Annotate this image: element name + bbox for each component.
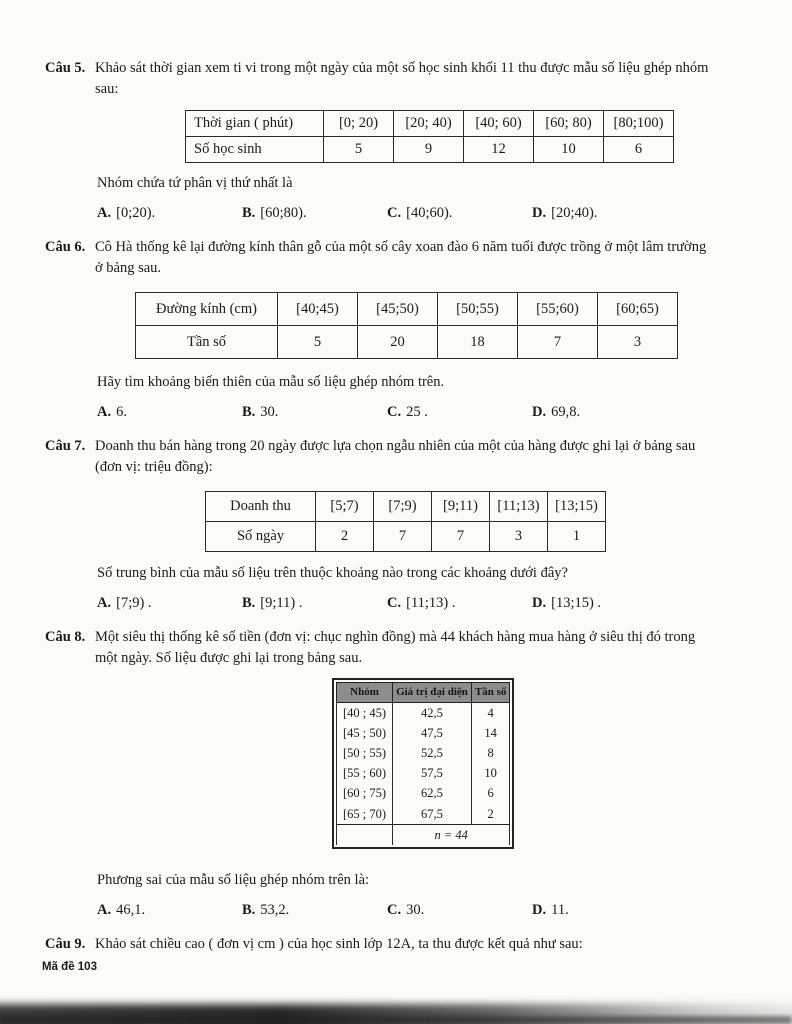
table-cell: 42,5	[393, 702, 472, 723]
table-header-cell: Giá trị đại diện	[393, 683, 472, 703]
table-cell: [65 ; 70)	[337, 804, 393, 825]
table-cell: 52,5	[393, 743, 472, 763]
table-cell: [45 ; 50)	[337, 723, 393, 743]
table-cell: 3	[490, 522, 548, 552]
question-prompt: Hãy tìm khoảng biến thiên của mẫu số liệu ghép nhóm trên.	[97, 374, 445, 391]
table-row	[136, 293, 678, 326]
option-text: 69,8.	[551, 404, 581, 421]
table-cell: [50 ; 55)	[337, 743, 393, 763]
option-letter: C.	[387, 901, 402, 918]
option-a	[97, 203, 242, 224]
table-row	[337, 763, 510, 783]
table-cell: 12	[464, 137, 534, 163]
option-text: [20;40).	[551, 205, 598, 222]
option-b	[242, 203, 387, 224]
option-text: [11;13) .	[406, 595, 456, 612]
scan-edge-shadow-line	[0, 1016, 792, 1024]
answer-options	[97, 402, 712, 423]
option-text: 30.	[260, 404, 279, 421]
table-cell: 57,5	[393, 763, 472, 783]
table-cell: [0; 20)	[324, 111, 394, 137]
table-cell: 10	[534, 137, 604, 163]
table-cell: Doanh thu	[206, 492, 316, 522]
question-5-head	[45, 58, 712, 100]
answer-options	[97, 593, 712, 614]
question-text: Khảo sát chiều cao ( đơn vị cm ) của học sinh lớp 12A, ta thu được kết quả như sau:	[95, 935, 583, 952]
table-cell: [55 ; 60)	[337, 763, 393, 783]
option-text: [9;11) .	[260, 595, 303, 612]
table-cell: 1	[548, 522, 606, 552]
question-8	[45, 627, 712, 921]
table-cell: 67,5	[393, 804, 472, 825]
q5-frequency-table	[185, 110, 674, 163]
question-number: Câu 8.	[45, 629, 86, 646]
table-cell: 47,5	[393, 723, 472, 743]
table-cell: [5;7)	[316, 492, 374, 522]
option-d	[532, 402, 580, 423]
table-cell: [60;65)	[598, 293, 678, 326]
question-number: Câu 6.	[45, 239, 86, 256]
option-letter: B.	[242, 404, 256, 421]
table-row	[186, 137, 674, 163]
table-cell: 7	[374, 522, 432, 552]
table-cell: Đường kính (cm)	[136, 293, 278, 326]
table-cell: [40; 60)	[464, 111, 534, 137]
option-letter: A.	[97, 205, 112, 222]
table-row	[337, 804, 510, 825]
option-b	[242, 593, 387, 614]
option-letter: A.	[97, 901, 112, 918]
q8-table-frame	[332, 678, 514, 849]
table-cell: 9	[394, 137, 464, 163]
table-cell: 5	[324, 137, 394, 163]
option-letter: C.	[387, 404, 402, 421]
option-letter: A.	[97, 404, 112, 421]
table-cell: [40;45)	[278, 293, 358, 326]
table-cell: Tần số	[136, 326, 278, 359]
option-letter: B.	[242, 901, 256, 918]
table-cell: 3	[598, 326, 678, 359]
table-cell: [9;11)	[432, 492, 490, 522]
table-cell: 8	[471, 743, 510, 763]
option-b	[242, 900, 387, 921]
option-letter: A.	[97, 595, 112, 612]
table-cell: [55;60)	[518, 293, 598, 326]
table-cell: 4	[471, 702, 510, 723]
question-6	[45, 237, 712, 423]
table-header-cell: Nhóm	[337, 683, 393, 703]
table-cell: [7;9)	[374, 492, 432, 522]
option-d	[532, 593, 601, 614]
table-cell	[337, 824, 393, 845]
question-number: Câu 9.	[45, 935, 86, 952]
option-letter: C.	[387, 595, 402, 612]
question-text: Doanh thu bán hàng trong 20 ngày được lựa chọn ngẫu nhiên của một của hàng được ghi lại ở bảng sau (đơn vị: triệu đồng):	[95, 438, 696, 476]
option-d	[532, 203, 597, 224]
table-header-row	[337, 683, 510, 703]
option-text: 11.	[551, 901, 569, 918]
option-text: [7;9) .	[116, 595, 152, 612]
table-row	[206, 492, 606, 522]
table-cell: [20; 40)	[394, 111, 464, 137]
option-letter: C.	[387, 205, 402, 222]
option-c	[387, 900, 532, 921]
option-a	[97, 900, 242, 921]
question-5	[45, 58, 712, 224]
table-cell: 2	[316, 522, 374, 552]
option-c	[387, 402, 532, 423]
page-content	[42, 58, 752, 976]
question-text: Khảo sát thời gian xem ti vi trong một ngày của một số học sinh khối 11 thu được mẫu số liệu ghép nhóm sau:	[95, 60, 709, 98]
option-text: [0;20).	[116, 205, 156, 222]
question-number: Câu 7.	[45, 438, 86, 455]
option-a	[97, 593, 242, 614]
option-c	[387, 203, 532, 224]
table-row	[337, 743, 510, 763]
table-row	[186, 111, 674, 137]
option-d	[532, 900, 569, 921]
question-text: Một siêu thị thống kê số tiền (đơn vị: chục nghìn đồng) mà 44 khách hàng mua hàng ở siêu thị đó trong một ngày. Số liệu được ghi lại trong bảng sau.	[95, 629, 696, 667]
answer-options	[97, 203, 712, 224]
table-cell: 14	[471, 723, 510, 743]
table-cell: 5	[278, 326, 358, 359]
option-letter: B.	[242, 205, 256, 222]
table-cell: Số học sinh	[186, 137, 324, 163]
table-cell: 6	[604, 137, 674, 163]
table-cell: 20	[358, 326, 438, 359]
question-9-head	[45, 934, 712, 955]
option-text: 6.	[116, 404, 127, 421]
answer-options	[97, 900, 712, 921]
table-cell: [60 ; 75)	[337, 783, 393, 803]
question-number: Câu 5.	[45, 60, 86, 76]
question-9	[45, 934, 712, 955]
table-total-cell: n = 44	[393, 824, 510, 845]
question-6-head	[45, 237, 712, 279]
option-text: [40;60).	[406, 205, 453, 222]
table-cell: [13;15)	[548, 492, 606, 522]
question-prompt: Nhóm chứa tứ phân vị thứ nhất là	[97, 175, 293, 192]
option-letter: D.	[532, 595, 547, 612]
table-cell: 10	[471, 763, 510, 783]
table-cell: [60; 80)	[534, 111, 604, 137]
table-total-row	[337, 824, 510, 845]
table-header-cell: Tần số	[471, 683, 510, 703]
option-letter: D.	[532, 205, 547, 222]
question-7	[45, 436, 712, 614]
table-cell: 6	[471, 783, 510, 803]
option-b	[242, 402, 387, 423]
option-text: [60;80).	[260, 205, 307, 222]
exam-code-footer: Mã đề 103	[42, 960, 97, 973]
question-prompt: Số trung bình của mẫu số liệu trên thuộc khoảng nào trong các khoảng dưới đây?	[97, 565, 568, 582]
option-letter: D.	[532, 901, 547, 918]
table-cell: 7	[432, 522, 490, 552]
table-row	[337, 783, 510, 803]
option-text: 25 .	[406, 404, 428, 421]
table-cell: [50;55)	[438, 293, 518, 326]
option-a	[97, 402, 242, 423]
option-text: [13;15) .	[551, 595, 602, 612]
question-7-head	[45, 436, 712, 478]
table-cell: 7	[518, 326, 598, 359]
table-cell: Thời gian ( phút)	[186, 111, 324, 137]
option-text: 46,1.	[116, 901, 146, 918]
table-row	[337, 702, 510, 723]
option-c	[387, 593, 532, 614]
table-cell: [11;13)	[490, 492, 548, 522]
question-prompt: Phương sai của mẫu số liệu ghép nhóm trên là:	[97, 871, 370, 888]
table-row	[337, 723, 510, 743]
q6-frequency-table	[135, 292, 678, 359]
table-cell: 2	[471, 804, 510, 825]
option-text: 53,2.	[260, 901, 290, 918]
question-8-head	[45, 627, 712, 669]
table-row	[206, 522, 606, 552]
table-cell: 62,5	[393, 783, 472, 803]
table-cell: [40 ; 45)	[337, 702, 393, 723]
table-cell: Số ngày	[206, 522, 316, 552]
option-text: 30.	[406, 901, 425, 918]
table-row	[136, 326, 678, 359]
option-letter: B.	[242, 595, 256, 612]
question-text: Cô Hà thống kê lại đường kính thân gỗ của một số cây xoan đào 6 năm tuổi được trồng ở một lâm trường ở bảng sau.	[95, 239, 707, 277]
table-cell: [80;100)	[604, 111, 674, 137]
table-cell: 18	[438, 326, 518, 359]
q8-grouped-data-table	[336, 682, 510, 845]
table-cell: [45;50)	[358, 293, 438, 326]
q7-frequency-table	[205, 491, 606, 552]
option-letter: D.	[532, 404, 547, 421]
